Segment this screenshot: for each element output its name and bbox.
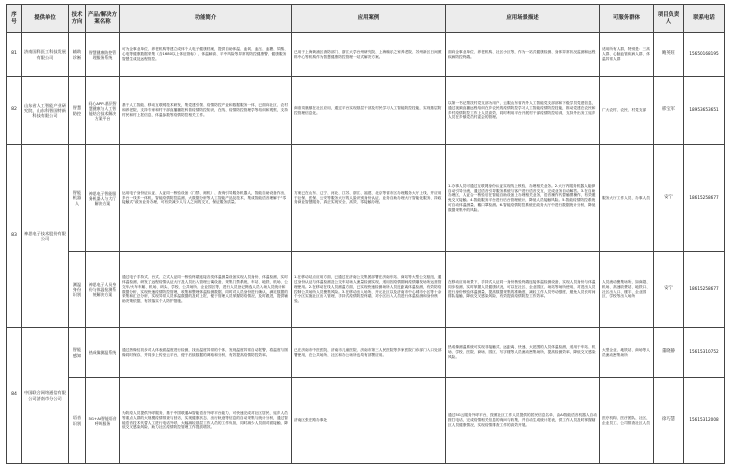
row-case: 1.在移动站点应用方面，已通过在济南公交集团部署在济南东站、商站等大型公交枢纽，通过身份认证与体温检测及公交车站场人流量检测实现，适用因疫情期间疫情爆发场所运营管理使用。2.在移动在线人员测温方面，已实现快速检测场所人员近距离体温检测，有效防疫控制公共场所人员聚集风险。3.在移动出入场所、开元社区以及济南市中心城市小区等十余个小区实施社区出入管理，手持式疫情防控终端，对小区出入人员进行体温检测和身份核验。 — [292, 252, 446, 328]
row-person: 安宁 — [654, 145, 684, 252]
row-scenario: 在移动应用场景下，手持式人证同一身份核验终端连接体温检测设备，实现人员身份与体温同步检测，实时掌握人员健康状况，可以在社区、企业园区、场站等场所使用，对进出人员进行身份核验体温测量，提高数据采集的准确度，减轻工作人员劳动强度，避免人员长时间排队接触，降低交叉感染风险，有效提高疫情防控工作效率。 — [446, 252, 600, 328]
row-function: 为防疫人员提供外呼服务，基于中国联通AI智能语音外呼平台能力，可快速完成对社区居民、返乡人员等重点人群的大规模疫情排查与回访，实现健康状态、出行轨迹等信息的自动采集与统计分析，通过智能语音技术代替人工进行电话外呼，大幅减轻基层工作人员的工作负担，同时减少人员面对面接触，降低交叉感染风险，助力社区疫情防控管理工作提质增效。 — [120, 378, 292, 464]
row-groups: 广大农村、农民、村党支部 — [600, 77, 654, 145]
row-function: 通过电子手持式、台式、立式人证同一核验终端连接各类体温测量设备实现人员身份、体温检测，实时体温检测，研发了远程疫情认证大厅及人员出入管理公寓设备，采集门禁系统，车站、地铁、机场、公交车/火车车厢、机场、码头、学校、公共场所、企业园区等，进行人员登记筛选人员入场人员统计和数据分析，实现快速疫情防控管理，收集和整理体温检测数据，同时对人员身份进行确认，满足数据的采集和汇总分析，实现异常人员体温数据的及时上报，便于管理人员掌握防疫情况，及时跟进，提供辅助决策依据，有效落实个人防护措施。 — [120, 252, 292, 328]
row-person: 邢宝军 — [654, 77, 684, 145]
row-product: 问心APP-基层智慧健康与人工智能结合技术解决方案平台 — [86, 77, 120, 145]
row-groups: 服务大厅工作人员、办事人员 — [600, 145, 654, 252]
row-case: 济南区张庄路办事处 — [292, 378, 446, 464]
row-scenario: 热成像测温系统可实现非接触式、远距离、快速、大范围的人员体温检测，适用于车站、机场、学校、医院、商场、园区、写字楼等人员流动密集场所，提高检测效率，降低交叉感染风险。 — [446, 328, 600, 378]
row-groups: 适用所有人群，特别是：三高人群、心脑血管疾病人群、体温异常人群 — [600, 33, 654, 77]
row-scenario: 以第一书记帮扶村党支部为用户，云服山东省内外人工智能党支部部和下级学员党建信息，通过视频直播远程培训在乡农民的疫情防控学习人工智能疫情防控技能，推动党建在农民和乡村疫情防控工作上人员高效，同时利用平台开展村干部疫情防控培训，支持外出务工返乡人员在乡镇党员村委会的管理。 — [446, 77, 600, 145]
row-groups: 医疗机构、医疗团队、社区，企业员工、公司排查社区人员 — [600, 378, 654, 464]
row-phone: 18615258677 — [684, 145, 725, 252]
row-phone: 15615312008 — [684, 378, 725, 464]
row-unit: 山东省人工智能产业研究院、山东科智国特新科技有限公司 — [22, 77, 69, 145]
row-product: 神思电子智能服务机器人与大厅解决方案 — [86, 145, 120, 252]
table-row — [7, 378, 725, 464]
header-person: 项目负责人 — [654, 5, 684, 33]
row-scenario: 面向企事业单位、养老机构、社区小区等，作为一站式健康检测、身体异常状况监测和远程疾病防控终端。 — [446, 33, 600, 77]
header-product: 产品/解决方案名称 — [86, 5, 120, 33]
header-scenario: 应用场景描述 — [446, 5, 600, 33]
row-case: 已在济南市中医医院、济南市儿童医院、济南市第三人民医院等多家医院门诊部门入口处部署使用，在公共场所、社区和办公场所也均有部署应用。 — [292, 328, 446, 378]
row-product: 神思电子人员身份与体温检测系统解决方案 — [86, 252, 120, 328]
row-person: 董晓静 — [654, 328, 684, 378]
table-row — [7, 33, 725, 77]
row-direction: 智能感知 — [69, 328, 86, 378]
row-function: 通过热像仪初步对人体表面温度进行检测，找出温度异常的个体，发现温度异常自动报警，将温度与图像同时保存，并同步上传至云平台，便于后续数据的调取和分析，有效提高疫情防控效率。 — [120, 328, 292, 378]
row-product: 热成像测温系统 — [86, 328, 120, 378]
row-seq: 84 — [7, 328, 22, 464]
row-seq: 81 — [7, 33, 22, 77]
row-direction: 测温身份识别 — [69, 252, 86, 328]
header-groups: 可服务群体 — [600, 5, 654, 33]
row-groups: 人员流动聚集场所，如商超、机场、高速收费站、地铁口、社区出入口、楼宇、企业园区、学校等出入场所 — [600, 252, 654, 328]
row-person: 安宁 — [654, 252, 684, 328]
row-person: 鲍英旺 — [654, 33, 684, 77]
row-function: 可为企事业单位、养老机构等建立成体个人电子健康档案，提供自助体温、血氧、血压、血糖、尿酸、心电等健康数据采集（含1680以上体征指标）、体温瞬高、平中风险等异常的防控健康警、健康服务智慧生成及远程管控。 — [120, 33, 292, 77]
row-person: 徐巧慧 — [654, 378, 684, 464]
row-product: 智慧健康防控管理服务系统 — [86, 33, 120, 77]
row-phone: 15615310752 — [684, 328, 725, 378]
row-unit: 中国联合网络通信有限公司济南市分公司 — [22, 328, 69, 464]
row-direction: 智能机器人 — [69, 145, 86, 252]
table-row — [7, 252, 725, 328]
header-phone: 联系电话 — [684, 5, 725, 33]
row-seq: 82 — [7, 77, 22, 145]
row-direction: 语音识别 — [69, 378, 86, 464]
row-unit: 济南国科医工科技发展有限公司 — [22, 33, 69, 77]
row-direction: 智慧防控 — [69, 77, 86, 145]
row-phone: 15650168195 — [684, 33, 725, 77]
row-phone: 18953653651 — [684, 77, 725, 145]
row-product: 5G+AI智能语音呼叫服务 — [86, 378, 120, 464]
row-seq: 83 — [7, 145, 22, 328]
row-scenario: 通过5G云服务外呼平台，按照社区工作人员提供的居民信息名单，由AI智能语音机器人自动拨打电话，完成疫情相关信息的询问与收集，并自动生成统计报表，供工作人员及时掌握辖区人员健康情况，实现疫情排查工作的高效开展。 — [446, 378, 600, 464]
table-row — [7, 328, 725, 378]
table-row — [7, 145, 725, 252]
header-row — [7, 5, 725, 33]
row-scenario: 1.办事人员可通过互联网身份认证实现线上核验，办理相关业务。2.大厅内服务机器人能够自动引导分流，通过语音引导服务系统与客户进行语音交互，完成业务自动解答。3.在自助办理区，人证合一核验后在智能自助设备上办理相关业务，语音操作代替触摸操作，有效避免交叉接触。4.智能服务平台进行后台管理统计，降低人员接触风险。5.智能疫情防控系统可自动体温测量、戴口罩检测。6.智能疫情防控系统在政务大厅中进行数据统计分析，降低数据采集中的风险。 — [446, 145, 600, 252]
header-function: 功能简介 — [120, 5, 292, 33]
header-seq: 序号 — [7, 5, 22, 33]
row-groups: 大型企业、地铁站、商场等人员流动密集场所 — [600, 328, 654, 378]
row-case: 方案已在山东、辽宁、河北、江苏、浙江、福建、北京等省市区办理服务大厅上线，并应用于社保、医保、公安等服务大厅的人脸识别身份认证、业务自助办理大厅智能化服务、持政务商业智慧服务，真正实现安全、高效、零接触办理。 — [292, 145, 446, 252]
header-case: 应用案例 — [292, 5, 446, 33]
row-direction: 辅助诊断 — [69, 33, 86, 77]
row-case: 已用于上海黄浦区消防部门、浙江大学台州研究院、上海翰乐之家养老院、苏州新区日间照料中心等机构作为智慧健康防控管理一站式解决方案。 — [292, 33, 446, 77]
row-function: 基于人工智能、移动互联网技术研发，集党建引领、疫情防控产业和数据服务一体，已面向社区、农村和养老院，支持专家和村干部直播播报科普疫情防控知识，在线、疫情防控管理学等培训和观察，支持村民和村上报信息、体温参数等疫情防控相关工作。 — [120, 77, 292, 145]
row-case: 商洛岚凰镇在社区应用，通过平台实现基层干部及村民学习人工智能防控技能，实现基层防控管理信息化。 — [292, 77, 446, 145]
header-unit: 提供单位 — [22, 5, 69, 33]
solutions-table — [6, 4, 725, 464]
document-page — [6, 4, 724, 464]
table-row — [7, 77, 725, 145]
row-phone: 18615258677 — [684, 252, 725, 328]
header-direction: 技术方向 — [69, 5, 86, 33]
row-unit: 神思电子技术股份有限公司 — [22, 145, 69, 328]
row-function: 运用电子身份证认证、人证同一核验设备（门禁、闸机）、查询引导服务机器人，智能自助设备作出，多台一线多一体机，智能疫情防控监测，大数据分析等人工智能产品及技术，集成智能语音理解于“零接触式”政务业务办理，可有效减少人与人之间的交叉，保证服务质量。 — [120, 145, 292, 252]
